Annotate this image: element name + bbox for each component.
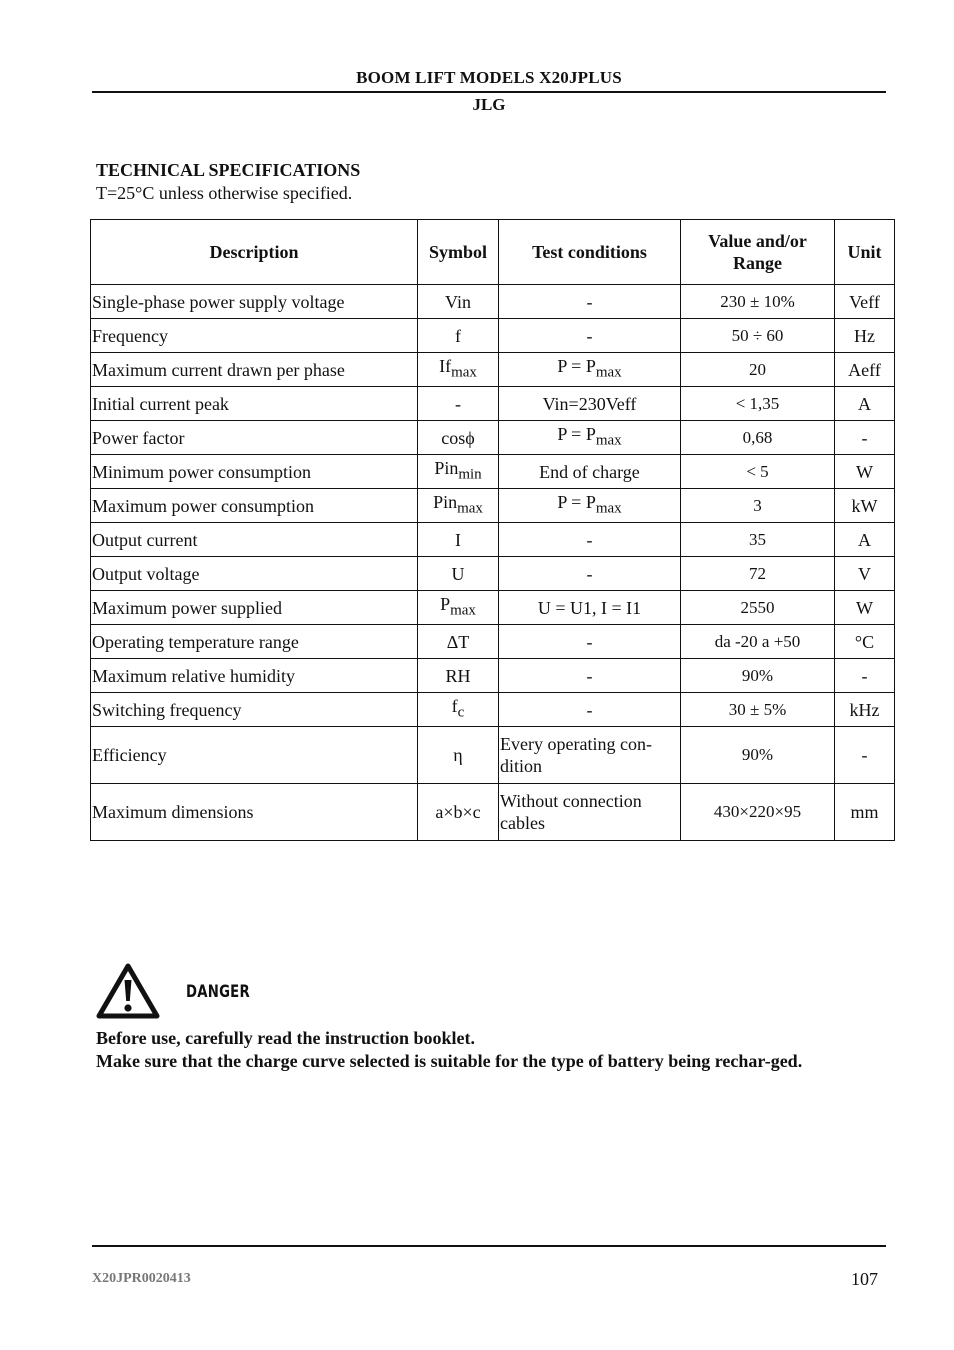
description-text: Single-phase power supply voltage (92, 291, 345, 312)
cell-description (91, 285, 418, 319)
unit-text: - (861, 665, 868, 686)
cell-unit (835, 319, 895, 353)
cell-symbol (418, 523, 499, 557)
unit-text: mm (850, 802, 879, 822)
danger-text-line-2: Make sure that the charge curve selected is suitable for the type of battery being rechar-ged. (96, 1051, 803, 1071)
value-text: 90% (741, 665, 774, 685)
cell-conditions (499, 625, 681, 659)
cell-symbol (418, 353, 499, 387)
cell-description (91, 353, 418, 387)
cell-conditions (499, 387, 681, 421)
conditions-text: - (586, 291, 593, 312)
cell-unit (835, 784, 895, 841)
value-text: 430×220×95 (713, 802, 802, 821)
conditions-text: P = P (557, 356, 596, 377)
symbol-text: U (451, 563, 465, 584)
description-text: Maximum relative humidity (92, 665, 295, 686)
unit-text: °C (854, 631, 875, 652)
value-text: < 1,35 (735, 393, 780, 413)
cell-conditions (499, 285, 681, 319)
table-row (91, 285, 895, 319)
cell-value (681, 285, 835, 319)
conditions-text: Vin=230Veff (542, 393, 637, 414)
footer-divider (92, 1245, 886, 1247)
cell-value (681, 625, 835, 659)
warning-triangle-icon (96, 963, 160, 1019)
unit-text: - (861, 427, 868, 448)
cell-unit (835, 285, 895, 319)
table-row (91, 659, 895, 693)
conditions-text: Without connection cables (500, 791, 642, 833)
value-text: 90% (741, 745, 774, 764)
cell-conditions (499, 693, 681, 727)
section-note: T=25°C unless otherwise specified. (96, 183, 353, 203)
description-text: Switching frequency (92, 699, 242, 720)
cell-unit (835, 421, 895, 455)
cell-description (91, 784, 418, 841)
symbol-subscript: max (450, 602, 476, 619)
cell-description (91, 727, 418, 784)
conditions-subscript: max (595, 364, 622, 381)
cell-value (681, 489, 835, 523)
cell-conditions (499, 489, 681, 523)
unit-text: Hz (854, 325, 875, 346)
symbol-text: - (455, 393, 461, 414)
header-description: Description (91, 220, 418, 285)
conditions-subscript: max (595, 500, 622, 517)
cell-symbol (418, 319, 499, 353)
symbol-text: P (440, 594, 451, 615)
cell-unit (835, 489, 895, 523)
value-text: da -20 a +50 (714, 631, 801, 651)
symbol-text: Pin (434, 458, 459, 479)
header-conditions: Test conditions (499, 220, 681, 285)
table-header-row (91, 220, 895, 285)
symbol-subscript: max (457, 500, 483, 517)
cell-description (91, 659, 418, 693)
description-text: Maximum power supplied (92, 597, 282, 618)
cell-description (91, 489, 418, 523)
document-header-brand: JLG (472, 95, 506, 114)
symbol-text: η (453, 745, 463, 765)
unit-text: Aeff (848, 359, 881, 380)
cell-value (681, 727, 835, 784)
cell-conditions (499, 319, 681, 353)
cell-unit (835, 455, 895, 489)
footer-document-code: X20JPR0020413 (92, 1271, 191, 1286)
cell-description (91, 387, 418, 421)
header-unit: Unit (835, 220, 895, 285)
header-divider (92, 91, 886, 93)
cell-value (681, 387, 835, 421)
table-row (91, 319, 895, 353)
cell-description (91, 625, 418, 659)
cell-unit (835, 353, 895, 387)
cell-symbol (418, 625, 499, 659)
section-title: TECHNICAL SPECIFICATIONS (96, 160, 361, 180)
symbol-subscript: min (458, 466, 482, 483)
description-text: Maximum dimensions (92, 802, 254, 822)
table-row (91, 353, 895, 387)
value-text: 230 ± 10% (720, 291, 795, 311)
unit-text: - (861, 745, 868, 765)
cell-value (681, 421, 835, 455)
cell-conditions (499, 591, 681, 625)
symbol-text: ΔT (446, 631, 470, 652)
value-text: 2550 (740, 597, 775, 617)
cell-unit (835, 523, 895, 557)
cell-conditions (499, 557, 681, 591)
cell-value (681, 319, 835, 353)
cell-description (91, 557, 418, 591)
conditions-text: End of charge (539, 461, 640, 482)
cell-description (91, 319, 418, 353)
cell-symbol (418, 285, 499, 319)
table-row (91, 523, 895, 557)
cell-value (681, 353, 835, 387)
cell-value (681, 557, 835, 591)
conditions-text: - (586, 631, 593, 652)
cell-value (681, 659, 835, 693)
cell-unit (835, 591, 895, 625)
cell-conditions (499, 455, 681, 489)
unit-text: W (856, 461, 873, 482)
cell-description (91, 421, 418, 455)
conditions-text: - (586, 665, 593, 686)
table-row (91, 557, 895, 591)
table-body (91, 285, 895, 841)
conditions-text: - (586, 529, 593, 550)
unit-text: A (858, 529, 871, 550)
table-row (91, 784, 895, 841)
value-text: 72 (749, 563, 766, 583)
symbol-text: f (455, 325, 461, 346)
symbol-text: Vin (445, 291, 471, 312)
value-text: < 5 (746, 461, 769, 481)
cell-description (91, 591, 418, 625)
description-text: Output current (92, 529, 198, 550)
cell-unit (835, 625, 895, 659)
description-text: Operating temperature range (92, 631, 299, 652)
cell-description (91, 523, 418, 557)
cell-symbol (418, 693, 499, 727)
symbol-text: Pin (433, 492, 458, 513)
cell-symbol (418, 421, 499, 455)
unit-text: A (858, 393, 871, 414)
table-row (91, 489, 895, 523)
description-text: Initial current peak (92, 393, 229, 414)
value-text: 3 (753, 495, 762, 515)
conditions-text: P = P (557, 492, 596, 513)
table-row (91, 625, 895, 659)
unit-text: Veff (849, 291, 880, 312)
value-text: 20 (749, 359, 766, 379)
cell-unit (835, 693, 895, 727)
cell-unit (835, 387, 895, 421)
danger-label: DANGER (186, 982, 250, 1002)
cell-unit (835, 557, 895, 591)
description-text: Maximum current drawn per phase (92, 359, 345, 380)
conditions-text: - (586, 325, 593, 346)
cell-conditions (499, 784, 681, 841)
cell-symbol (418, 557, 499, 591)
spec-table (90, 219, 895, 841)
cell-description (91, 455, 418, 489)
cell-symbol (418, 727, 499, 784)
symbol-subscript: max (451, 364, 477, 381)
cell-conditions (499, 353, 681, 387)
cell-symbol (418, 784, 499, 841)
table-row (91, 693, 895, 727)
cell-value (681, 455, 835, 489)
cell-conditions (499, 523, 681, 557)
cell-value (681, 784, 835, 841)
description-text: Output voltage (92, 563, 200, 584)
conditions-text: Every operating con-dition (500, 734, 652, 776)
document-header-title: BOOM LIFT MODELS X20JPLUS (356, 68, 622, 87)
table-row (91, 591, 895, 625)
value-text: 0,68 (742, 427, 773, 447)
symbol-text: If (439, 356, 452, 377)
unit-text: kHz (849, 699, 880, 720)
description-text: Frequency (92, 325, 168, 346)
description-text: Power factor (92, 427, 185, 448)
symbol-text: RH (445, 665, 471, 686)
cell-symbol (418, 387, 499, 421)
conditions-text: - (586, 699, 593, 720)
symbol-subscript: c (457, 704, 465, 721)
table-row (91, 387, 895, 421)
symbol-text: f (451, 696, 458, 717)
conditions-subscript: max (595, 432, 622, 449)
cell-unit (835, 727, 895, 784)
value-text: 30 ± 5% (728, 699, 787, 719)
symbol-text: cosϕ (441, 427, 475, 448)
table-row (91, 727, 895, 784)
description-text: Minimum power consumption (92, 461, 311, 482)
header-symbol: Symbol (418, 220, 499, 285)
description-text: Efficiency (92, 745, 167, 765)
danger-text-line-1: Before use, carefully read the instruction booklet. (96, 1028, 475, 1048)
cell-symbol (418, 489, 499, 523)
cell-symbol (418, 659, 499, 693)
symbol-text: I (455, 529, 461, 550)
value-text: 35 (749, 529, 766, 549)
unit-text: kW (851, 495, 878, 516)
unit-text: V (858, 563, 871, 584)
cell-symbol (418, 455, 499, 489)
symbol-text: a×b×c (435, 802, 481, 822)
page-number: 107 (851, 1269, 878, 1289)
table-row (91, 455, 895, 489)
conditions-text: - (586, 563, 593, 584)
cell-description (91, 693, 418, 727)
header-value: Value and/or Range (681, 220, 835, 285)
cell-value (681, 693, 835, 727)
unit-text: W (856, 597, 873, 618)
cell-unit (835, 659, 895, 693)
cell-conditions (499, 727, 681, 784)
cell-symbol (418, 591, 499, 625)
cell-value (681, 523, 835, 557)
conditions-text: U = U1, I = I1 (537, 597, 642, 618)
conditions-text: P = P (557, 424, 596, 445)
cell-conditions (499, 421, 681, 455)
cell-conditions (499, 659, 681, 693)
value-text: 50 ÷ 60 (731, 325, 784, 345)
cell-value (681, 591, 835, 625)
table-row (91, 421, 895, 455)
description-text: Maximum power consumption (92, 495, 314, 516)
